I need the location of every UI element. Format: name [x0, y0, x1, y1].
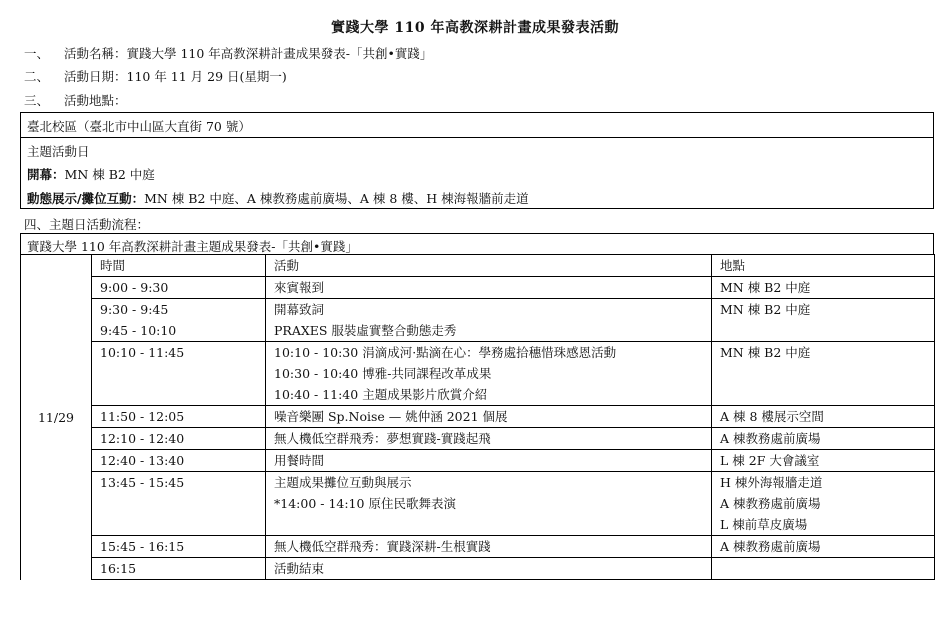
time-cell	[92, 428, 266, 450]
activity-cell	[266, 472, 712, 536]
place-text: MN 棟 B2 中庭	[720, 345, 811, 360]
time-text: 13:45 - 15:45	[100, 475, 185, 490]
activity-cell	[266, 299, 712, 342]
section-activity-date	[24, 67, 287, 85]
time-text: 10:10 - 11:45	[100, 345, 185, 360]
place-text: A 棟教務處前廣場	[720, 539, 821, 554]
section-activity-location	[24, 91, 127, 109]
place-text: L 棟前草皮廣場	[720, 517, 808, 532]
header-time: 時間	[92, 255, 266, 277]
activity-cell	[266, 406, 712, 428]
time-cell	[92, 558, 266, 580]
place-cell	[712, 277, 935, 299]
activity-cell	[266, 428, 712, 450]
header-place: 地點	[712, 255, 935, 277]
section-number: 二、	[24, 69, 50, 84]
place-text: H 棟外海報牆走道	[720, 475, 823, 490]
opening-value: MN 棟 B2 中庭	[64, 167, 155, 182]
document-title: 實踐大學 110 年高教深耕計畫成果發表活動	[331, 20, 619, 36]
activity-cell	[266, 450, 712, 472]
table-row	[21, 342, 935, 406]
activity-text: 無人機低空群飛秀：夢想實踐-實踐起飛	[274, 431, 491, 446]
divider	[21, 137, 933, 138]
time-cell	[92, 277, 266, 299]
place-text: A 棟教務處前廣場	[720, 496, 821, 511]
place-text: MN 棟 B2 中庭	[720, 302, 811, 317]
activity-text: 主題成果攤位互動與展示	[274, 475, 412, 490]
exhibit-value: MN 棟 B2 中庭、A 棟教務處前廣場、A 棟 8 樓、H 棟海報牆前走道	[144, 191, 529, 206]
table-caption: 實踐大學 110 年高教深耕計畫主題成果發表-「共創•實踐」	[27, 239, 358, 254]
activity-cell	[266, 277, 712, 299]
time-cell	[92, 406, 266, 428]
place-text: A 棟 8 樓展示空間	[720, 409, 824, 424]
time-text: 16:15	[100, 561, 137, 576]
section-text: 活動名稱：實踐大學 110 年高教深耕計畫成果發表-「共創•實踐」	[64, 46, 433, 61]
time-text: 9:30 - 9:45	[100, 302, 169, 317]
activity-text: *14:00 - 14:10 原住民歌舞表演	[274, 496, 456, 511]
table-row	[21, 472, 935, 536]
table-row	[21, 428, 935, 450]
table-row	[21, 406, 935, 428]
place-text: MN 棟 B2 中庭	[720, 280, 811, 295]
exhibit-info	[27, 189, 529, 207]
section-activity-name	[24, 44, 432, 62]
section-text: 活動日期：110 年 11 月 29 日(星期一)	[64, 69, 287, 84]
place-text: L 棟 2F 大會議室	[720, 453, 820, 468]
table-row	[21, 558, 935, 580]
activity-text: 無人機低空群飛秀：實踐深耕-生根實踐	[274, 539, 491, 554]
place-cell	[712, 450, 935, 472]
activity-text: PRAXES 服裝虛實整合動態走秀	[274, 323, 457, 338]
table-row	[21, 299, 935, 342]
date-cell: 11/29	[21, 255, 92, 580]
opening-label: 開幕：	[27, 167, 65, 182]
activity-text: 10:40 - 11:40 主題成果影片欣賞介紹	[274, 387, 488, 402]
opening-info	[27, 165, 155, 183]
place-cell	[712, 558, 935, 580]
place-cell	[712, 406, 935, 428]
time-text: 15:45 - 16:15	[100, 539, 185, 554]
section-number: 一、	[24, 46, 50, 61]
place-cell	[712, 428, 935, 450]
place-cell	[712, 536, 935, 558]
section-flow: 四、主題日活動流程：	[24, 217, 150, 232]
activity-text: 來賓報到	[274, 280, 325, 295]
time-text: 12:10 - 12:40	[100, 431, 185, 446]
time-text: 9:00 - 9:30	[100, 280, 169, 295]
section-text: 活動地點：	[64, 93, 127, 108]
time-cell	[92, 450, 266, 472]
activity-text: 用餐時間	[274, 453, 325, 468]
theme-day-label: 主題活動日	[27, 144, 90, 159]
activity-text: 10:10 - 10:30 涓滴成河·點滴在心：學務處拾穗惜珠感恩活動	[274, 345, 617, 360]
activity-cell	[266, 558, 712, 580]
time-cell	[92, 342, 266, 406]
place-text: A 棟教務處前廣場	[720, 431, 821, 446]
table-row	[21, 536, 935, 558]
place-cell	[712, 342, 935, 406]
table-row	[21, 450, 935, 472]
activity-cell	[266, 342, 712, 406]
section-number: 三、	[24, 93, 50, 108]
place-cell	[712, 472, 935, 536]
activity-text: 10:30 - 10:40 博雅-共同課程改革成果	[274, 366, 492, 381]
time-text: 12:40 - 13:40	[100, 453, 185, 468]
time-text: 9:45 - 10:10	[100, 323, 177, 338]
schedule-table	[20, 254, 935, 580]
activity-text: 活動結束	[274, 561, 325, 576]
time-cell	[92, 536, 266, 558]
place-text	[720, 558, 934, 579]
table-header-row	[21, 255, 935, 277]
activity-text: 噪音樂團 Sp.Noise — 姚仲涵 2021 個展	[274, 409, 508, 424]
place-cell	[712, 299, 935, 342]
activity-text: 開幕致詞	[274, 302, 325, 317]
table-caption-box	[20, 233, 934, 255]
exhibit-label: 動態展示/攤位互動：	[27, 191, 145, 206]
campus-info-box	[20, 112, 934, 209]
table-row	[21, 277, 935, 299]
header-activity: 活動	[266, 255, 712, 277]
time-cell	[92, 472, 266, 536]
campus-name: 臺北校區（臺北市中山區大直街 70 號）	[27, 119, 251, 134]
activity-cell	[266, 536, 712, 558]
time-cell	[92, 299, 266, 342]
time-text: 11:50 - 12:05	[100, 409, 185, 424]
